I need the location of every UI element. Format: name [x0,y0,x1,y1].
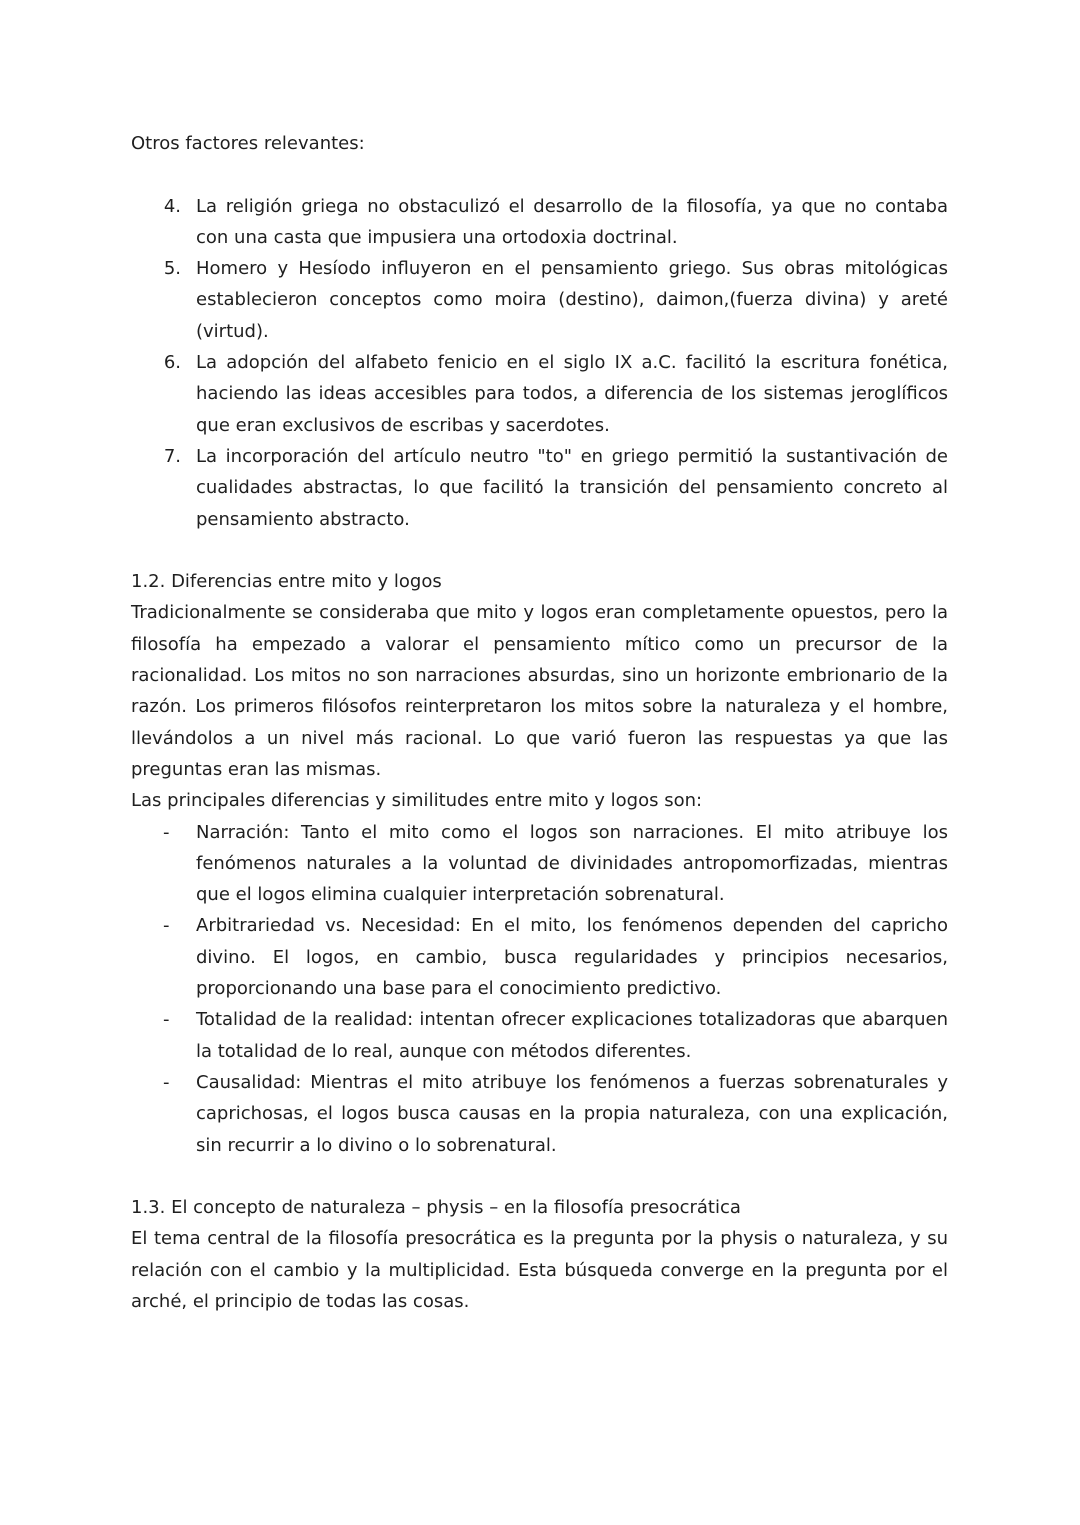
dash-marker: - [163,1009,170,1031]
list-intro: Las principales diferencias y similitudes entre mito y logos son: [131,790,703,812]
list-number: 4. [163,195,181,217]
spacer [131,535,948,566]
section-heading-1-2: 1.2. Diferencias entre mito y logos [131,571,442,593]
list-item-text: Homero y Hesíodo influyeron en el pensamiento griego. Sus obras mitológicas establecieron conceptos como moira (destino), daimon,(fuerza divina) y areté (virtud). [196,258,948,342]
numbered-list [131,191,948,535]
list-number: 5. [163,258,181,280]
list-item-text: La religión griega no obstaculizó el desarrollo de la filosofía, ya que no contaba con una casta que impusiera una ortodoxia doctrinal. [196,195,948,248]
bullet-item [131,1004,948,1067]
numbered-item [131,441,948,535]
bullet-item [131,817,948,911]
bullet-item [131,1067,948,1161]
spacer [131,1161,948,1192]
bullet-text: Arbitrariedad vs. Necesidad: En el mito, los fenómenos dependen del capricho divino. El logos, en cambio, busca regularidades y principios necesarios, proporcionando una base para el conocimiento predictivo. [196,915,948,1000]
bullet-list [131,817,948,1161]
section-heading-1-3: 1.3. El concepto de naturaleza – physis – en la filosofía presocrática [131,1197,741,1219]
intro-heading: Otros factores relevantes: [131,133,365,154]
numbered-item [131,191,948,254]
numbered-item [131,253,948,347]
list-number: 6. [163,352,181,374]
dash-marker: - [163,821,170,843]
bullet-item [131,910,948,1004]
section-paragraph-1-3: El tema central de la filosofía presocrática es la pregunta por la physis o naturaleza, y su relación con el cambio y la multiplicidad. Esta búsqueda converge en la pregunta por el arché, el principio de todas las cosas. [131,1228,948,1312]
list-number: 7. [163,445,181,467]
dash-marker: - [163,915,170,937]
spacer [131,159,948,190]
document-body [131,128,948,1317]
numbered-item [131,347,948,441]
list-item-text: La incorporación del artículo neutro "to" en griego permitió la sustantivación de cualidades abstractas, lo que facilitó la transición del pensamiento concreto al pensamiento abstracto. [196,445,948,530]
bullet-text: Causalidad: Mientras el mito atribuye los fenómenos a fuerzas sobrenaturales y caprichosas, el logos busca causas en la propia naturaleza, con una explicación, sin recurrir a lo divino o lo sobrenatural. [196,1071,948,1156]
section-paragraph-1-2: Tradicionalmente se consideraba que mito y logos eran completamente opuestos, pero la filosofía ha empezado a valorar el pensamiento mítico como un precursor de la racionalidad. Los mitos no son narraciones absurdas, sino un horizonte embrionario de la razón. Los primeros filósofos reinterpretaron los mitos sobre la naturaleza y el hombre, llevándolos a un nivel más racional. Lo que varió fueron las respuestas ya que las preguntas eran las mismas. [131,602,948,780]
list-item-text: La adopción del alfabeto fenicio en el siglo IX a.C. facilitó la escritura fonética, haciendo las ideas accesibles para todos, a diferencia de los sistemas jeroglíficos que eran exclusivos de escribas y sacerdotes. [196,352,948,436]
bullet-text: Narración: Tanto el mito como el logos son narraciones. El mito atribuye los fenómenos naturales a la voluntad de divinidades antropomorfizadas, mientras que el logos elimina cualquier interpretación sobrenatural. [196,821,948,906]
dash-marker: - [163,1071,170,1093]
bullet-text: Totalidad de la realidad: intentan ofrecer explicaciones totalizadoras que abarquen la totalidad de lo real, aunque con métodos diferentes. [196,1009,948,1062]
